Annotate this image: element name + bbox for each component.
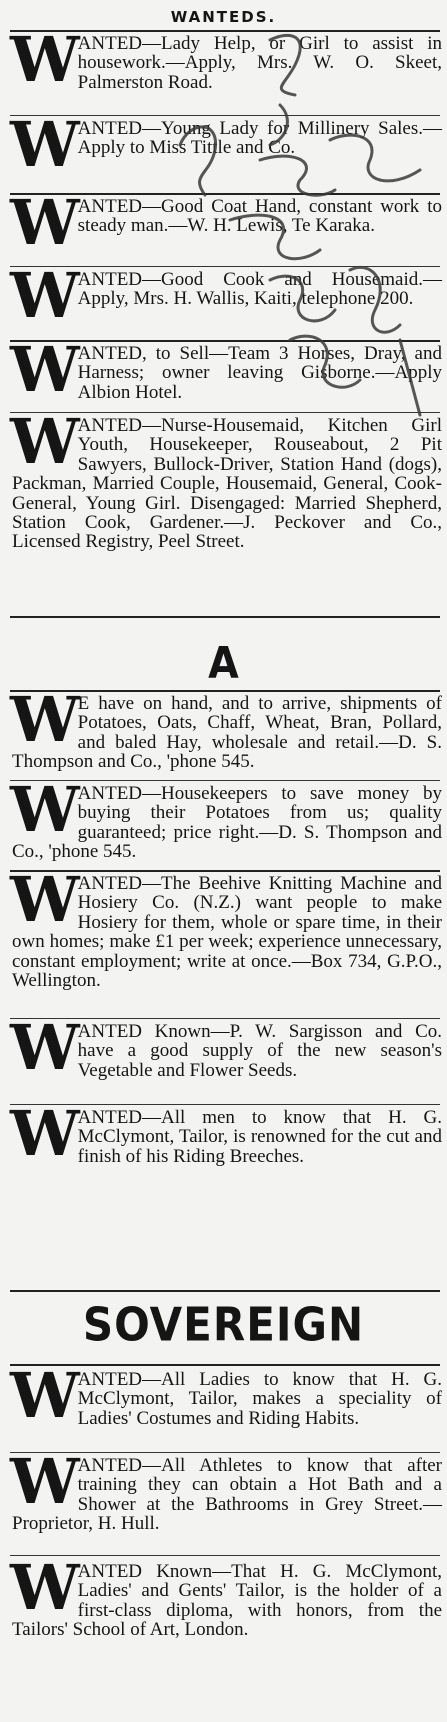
drop-cap: W — [10, 23, 74, 96]
divider — [10, 1452, 440, 1453]
ad-team-horses — [10, 333, 442, 406]
ad-coat-hand — [10, 186, 442, 259]
divider — [10, 1555, 440, 1556]
wanted-heading: WANTEDS. — [170, 8, 277, 26]
ad-hosiery — [10, 863, 442, 992]
ad-text: ANTED—Lady Help, or Girl to assist in housework.—Apply, Mrs. W. O. Skeet, Palmerston Road. — [77, 33, 442, 93]
ad-seeds — [10, 1011, 442, 1084]
ad-millinery — [10, 108, 442, 181]
ad-ladies-costumes — [10, 1359, 442, 1432]
drop-cap: W — [10, 773, 74, 846]
ad-text: ANTED—All Athletes to know that after training they can obtain a Hot Bath and a Shower at the Bathrooms in Grey Street.—Proprietor, H. Hull. — [12, 1455, 442, 1535]
ad-lady-help — [10, 23, 442, 96]
ad-text: ANTED—Good Coat Hand, constant work to steady man.—W. H. Lewis, Te Karaka. — [77, 196, 442, 237]
divider — [10, 1018, 440, 1019]
divider — [10, 690, 440, 692]
drop-cap: W — [10, 1359, 74, 1432]
divider — [10, 340, 440, 342]
drop-cap: W — [10, 259, 74, 332]
divider — [10, 115, 440, 116]
drop-cap: W — [10, 1551, 74, 1624]
ad-riding-breeches — [10, 1097, 442, 1170]
ad-text: ANTED—All Ladies to know that H. G. McClymont, Tailor, makes a speciality of Ladies' Costumes and Riding Habits. — [77, 1369, 442, 1429]
divider — [10, 780, 440, 781]
drop-cap: W — [10, 863, 74, 936]
divider — [10, 1290, 440, 1292]
drop-cap: W — [10, 1097, 74, 1170]
drop-cap: W — [10, 1011, 74, 1084]
ad-text: ANTED Known—P. W. Sargisson and Co. have a good supply of the new season's Vegetable and Flower Seeds. — [77, 1021, 442, 1081]
ad-text: ANTED—The Beehive Knitting Machine and Hosiery Co. (N.Z.) want people to make Hosiery for them, whole or spare time, in their own homes; make £1 per week; experience unnecessary, constant employment; write at once.—Box 734, G.P.O., Wellington. — [12, 873, 442, 992]
ad-text: ANTED—All men to know that H. G. McClymont, Tailor, is renowned for the cut and finish of his Riding Breeches. — [77, 1107, 442, 1167]
divider — [10, 616, 440, 618]
divider — [10, 193, 440, 195]
ad-text: E have on hand, and to arrive, shipments of Potatoes, Oats, Chaff, Wheat, Bran, Pollard, and baled Hay, wholesale and retail.—D. S. Thompson and Co., 'phone 545. — [12, 693, 442, 773]
ad-cook-housemaid — [10, 259, 442, 332]
section-letter-heading: A — [208, 638, 239, 689]
ad-text: ANTED—Nurse-Housemaid, Kitchen Girl Youth, Housekeeper, Rouseabout, 2 Pit Sawyers, Bullock-Driver, Station Hand (dogs), Packman, Married Couple, Housemaid, General, Cook-General, Young Girl. Disengaged: Married Shepherd, Station Cook, Gardener.—J. Peckover and Co., Licensed Registry, Peel Street. — [12, 415, 442, 553]
divider — [10, 1104, 440, 1105]
ad-housekeepers-potatoes — [10, 773, 442, 863]
drop-cap: W — [10, 1445, 74, 1518]
ad-text: ANTED Known—That H. G. McClymont, Ladies' and Gents' Tailor, is the holder of a first-class diploma, with honors, from the Tailors' School of Art, London. — [12, 1561, 442, 1641]
ad-tailor-diploma — [10, 1551, 442, 1641]
divider — [10, 266, 440, 267]
ad-potatoes-produce — [10, 683, 442, 773]
drop-cap: W — [10, 683, 74, 756]
divider — [10, 1364, 440, 1366]
drop-cap: W — [10, 186, 74, 259]
divider — [10, 870, 440, 872]
ad-athletes-bath — [10, 1445, 442, 1535]
ad-text: ANTED—Housekeepers to save money by buying their Potatoes from us; quality guaranteed; price right.—D. S. Thompson and Co., 'phone 545. — [12, 783, 442, 863]
divider — [10, 412, 440, 413]
ad-registry — [10, 405, 442, 553]
sovereign-heading: SOVEREIGN — [82, 1297, 365, 1352]
divider — [10, 30, 440, 32]
ad-text: ANTED—Good Cook and Housemaid.—Apply, Mrs. H. Wallis, Kaiti, telephone 200. — [77, 269, 442, 310]
drop-cap: W — [10, 108, 74, 181]
ad-text: ANTED—Young Lady for Millinery Sales.—Apply to Miss Tittle and Co. — [77, 118, 442, 159]
ad-text: ANTED, to Sell—Team 3 Horses, Dray, and Harness; owner leaving Gisborne.—Apply Albion Hotel. — [77, 343, 442, 403]
drop-cap: W — [10, 405, 74, 478]
drop-cap: W — [10, 333, 74, 406]
